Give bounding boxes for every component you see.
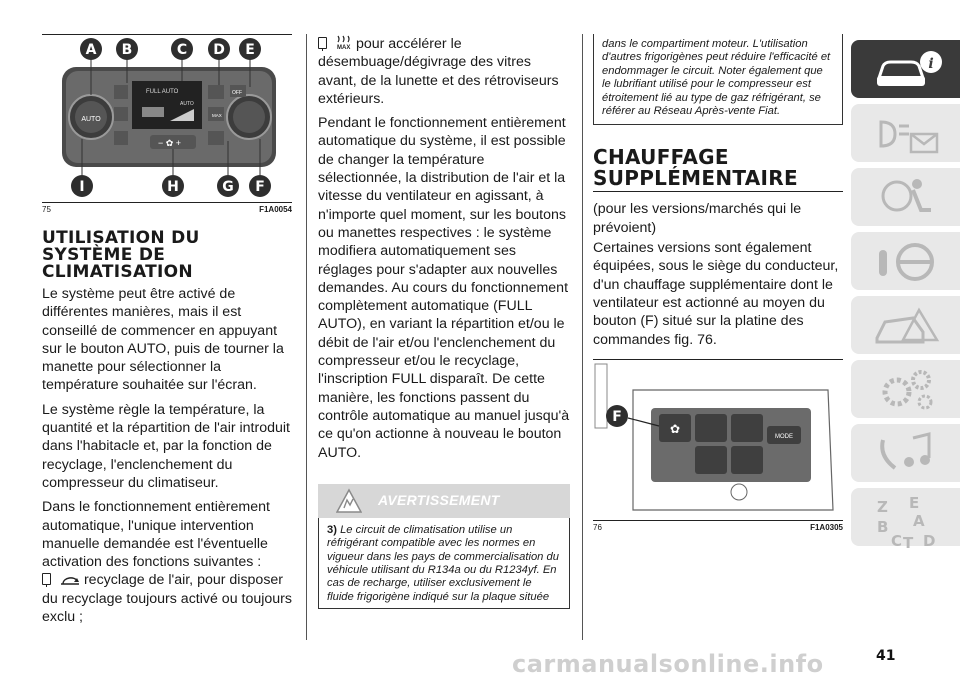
- figure-75-caption: [42, 205, 292, 214]
- svg-text:A: A: [913, 512, 925, 530]
- callout-g: G: [222, 179, 234, 195]
- paragraph: Certaines versions sont également équipées, sous le siège du conducteur, d'un chauffage supplémentaire dont le ventilateur est actionné au moyen du bouton (F) situé sur la platine des commandes fig. 76.: [593, 240, 839, 348]
- warning-header: [318, 484, 570, 518]
- max-defrost-icon: [335, 34, 353, 50]
- svg-text:✿: ✿: [669, 421, 681, 436]
- column-1: [42, 34, 292, 626]
- car-info-icon: [873, 48, 943, 92]
- column-3: [593, 34, 843, 532]
- paragraph: Le système règle la température, la quantité et la répartition de l'air introduit dans l'habitacle et, par la fonction de recyclage, l'enclenchement du compresseur du climatiseur.: [42, 401, 290, 491]
- callout-c: C: [176, 42, 188, 58]
- nav-tab-driving[interactable]: [851, 232, 960, 290]
- svg-text:T: T: [903, 534, 914, 552]
- list-item-text: pour accélérer le désembuage/dégivrage des vitres avant, de la lunette et des rétroviseurs extérieurs.: [318, 36, 559, 107]
- callout-f: F: [255, 179, 265, 195]
- svg-text:D: D: [923, 532, 936, 550]
- heater-control-illustration: [593, 360, 843, 520]
- off-label: OFF: [232, 90, 242, 96]
- paragraph: (pour les versions/marchés qui le prévoient): [593, 201, 802, 236]
- section-title-chauffage: CHAUFFAGE SUPPLÉMENTAIRE: [593, 147, 843, 192]
- svg-text:Z: Z: [877, 498, 888, 516]
- watermark: carmanualsonline.info: [512, 650, 824, 678]
- airbag-seat-icon: [873, 176, 943, 220]
- paragraph: Pendant le fonctionnement entièrement automatique du système, il est possible de changer la température sélectionnée, la distribution de l'air et la vitesse du ventilateur en agissant, à n'importe quel moment, sur les boutons ou manettes respectives : le système modifiera automatiquement ses réglages pour s'adapter aux nouvelles demandes. Au cours du fonctionnement complètement automatique (FULL AUTO), en variant la répartition et/ou le débit de l'air et/ou l'enclenchement du compresseur et/ou le recyclage, l'inscription FULL disparaît. De cette manière, les fonctions passent du contrôle automatique au manuel jusqu'à ce qu'on actionne à nouveau le bouton AUTO.: [318, 115, 570, 461]
- lights-mail-icon: [873, 112, 943, 156]
- nav-tab-emergency[interactable]: [851, 296, 960, 354]
- warning-title: AVERTISSEMENT: [378, 491, 500, 508]
- recycle-air-icon: [59, 574, 81, 586]
- list-item-text: recyclage de l'air, pour disposer du recyclage toujours activé ou toujours exclu ;: [42, 572, 292, 626]
- max-label: MAX: [212, 113, 222, 118]
- car-crash-icon: [873, 304, 943, 348]
- callout-h: H: [167, 179, 179, 195]
- callout-f: F: [612, 408, 622, 425]
- nav-tab-safety[interactable]: [851, 168, 960, 226]
- list-item-recycling: [42, 571, 292, 626]
- column-divider-1: [306, 34, 307, 640]
- bullet-icon: [318, 37, 327, 49]
- nav-tab-multimedia[interactable]: [851, 424, 960, 482]
- nav-tab-car-info[interactable]: [851, 40, 960, 98]
- paragraph: Le système peut être activé de différentes manières, mais il est conseillé de commencer en appuyant sur le bouton AUTO, puis de tourner la manette pour sélectionner la température souhaitée sur l'écran.: [42, 286, 284, 394]
- svg-text:i: i: [928, 56, 934, 72]
- auto-button-label: AUTO: [81, 116, 101, 123]
- figure-code: F1A0054: [259, 205, 292, 214]
- phone-music-icon: [873, 432, 943, 476]
- auto-display-label: AUTO: [180, 101, 194, 107]
- svg-text:B: B: [877, 518, 889, 536]
- paragraph: Dans le fonctionnement entièrement automatique, l'unique intervention manuelle demandée est l'éventuelle activation des fonctions suivantes :: [42, 499, 270, 571]
- alphabet-index-icon: [873, 496, 943, 556]
- figure-76: [593, 359, 843, 521]
- list-item-max-defrost: [318, 34, 570, 108]
- svg-text:− ✿ +: − ✿ +: [158, 138, 182, 148]
- nav-tab-maintenance[interactable]: [851, 360, 960, 418]
- warning-triangle-icon: [336, 488, 362, 514]
- climate-panel-illustration: [42, 35, 292, 202]
- nav-tab-index[interactable]: [851, 488, 960, 552]
- figure-code: F1A0305: [810, 522, 843, 532]
- section-title-climatisation: UTILISATION DU SYSTÈME DE CLIMATISATION: [42, 228, 200, 282]
- mode-label: MODE: [775, 433, 793, 440]
- callout-d: D: [213, 42, 225, 58]
- bullet-icon: [42, 573, 51, 585]
- callout-i: I: [79, 179, 85, 195]
- figure-76-caption: [593, 523, 843, 532]
- callout-b: B: [121, 42, 133, 58]
- callout-e: E: [245, 42, 255, 58]
- column-2: [318, 34, 570, 609]
- column-divider-2: [582, 34, 583, 640]
- figure-number: 75: [42, 205, 51, 214]
- warning-body: [318, 518, 570, 609]
- warning-continued: dans le compartiment moteur. L'utilisation d'autres frigorigènes peut réduire l'efficacité et endommager le circuit. Noter également que le lubrifiant utilisé pour le compresseur est étroitement lié au type de gaz réfrigérant, se référer au Réseau Après-vente Fiat.: [593, 34, 843, 125]
- key-steering-icon: [873, 240, 943, 284]
- figure-75: [42, 34, 292, 203]
- callout-a: A: [85, 42, 97, 58]
- full-auto-label: FULL AUTO: [146, 89, 179, 95]
- figure-number: 76: [593, 522, 602, 532]
- warning-text: Le circuit de climatisation utilise un réfrigérant compatible avec les normes en vigueur dans les pays de commercialisation du véhicule utilisant du R134a ou du R1234yf. En cas de recharge, utiliser exclusivement le fluide frigorigène indiqué sur la plaque située: [327, 523, 559, 603]
- svg-text:MAX: MAX: [336, 45, 351, 50]
- gears-icon: [873, 368, 943, 412]
- nav-tab-lights[interactable]: [851, 104, 960, 162]
- svg-text:E: E: [909, 496, 920, 512]
- svg-text:C: C: [891, 532, 903, 550]
- page-number: 41: [876, 648, 896, 664]
- warning-item-number: 3): [327, 523, 337, 536]
